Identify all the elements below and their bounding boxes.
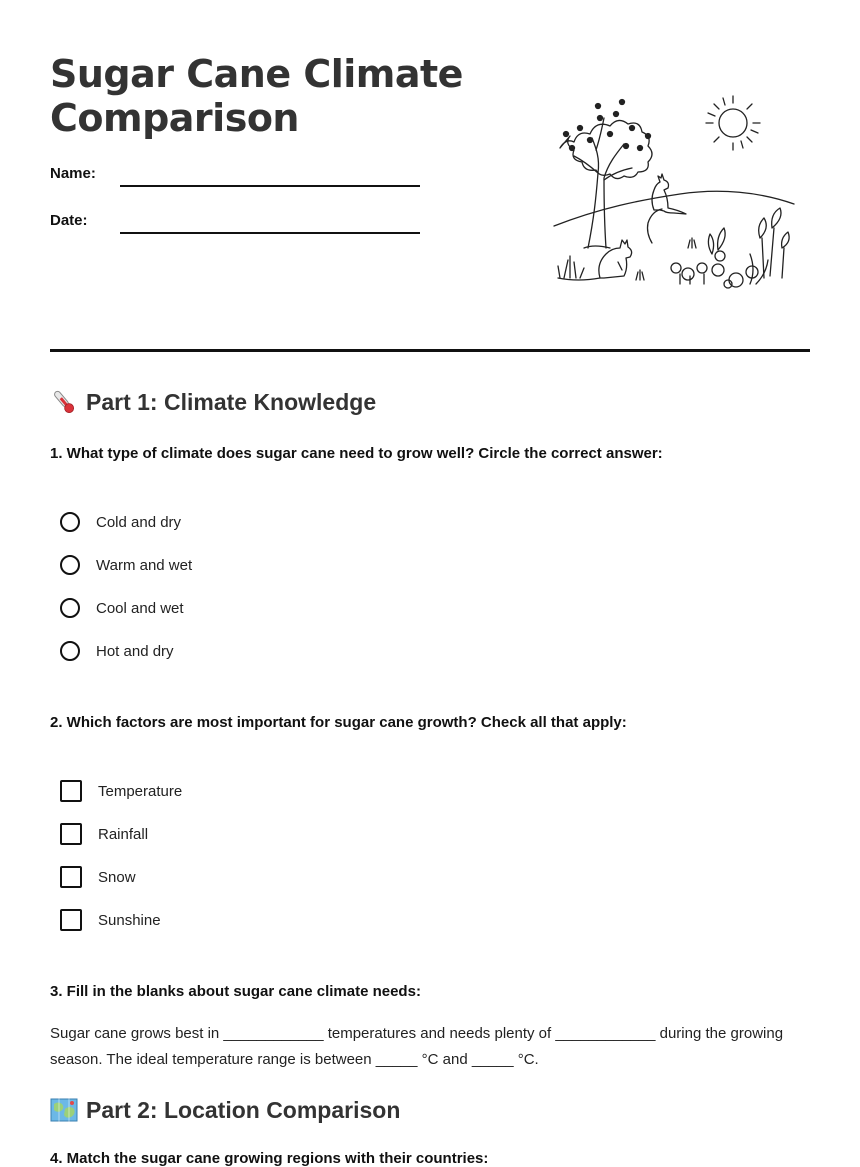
flowers-icon xyxy=(671,208,789,288)
date-label: Date: xyxy=(50,212,88,229)
q2-option-rainfall[interactable] xyxy=(60,821,148,847)
tree-icon xyxy=(560,100,652,249)
name-label: Name: xyxy=(50,165,96,182)
part1-title: Part 1: Climate Knowledge xyxy=(86,388,377,415)
checkbox[interactable] xyxy=(60,866,82,888)
question-4: 4. Match the sugar cane growing regions with their countries: xyxy=(50,1150,489,1167)
radio-circle[interactable] xyxy=(60,512,80,532)
part1-heading xyxy=(50,388,376,416)
option-label: Warm and wet xyxy=(96,556,193,574)
checkbox[interactable] xyxy=(60,823,82,845)
option-label: Snow xyxy=(98,868,136,886)
date-line[interactable] xyxy=(120,232,420,234)
fill-in-paragraph[interactable]: Sugar cane grows best in ____________ temperatures and needs plenty of ____________ during the growing season. The ideal temperature range is between _____ °C and _____ °C. xyxy=(50,1025,784,1068)
option-label: Cold and dry xyxy=(96,513,182,531)
name-field[interactable] xyxy=(50,165,420,193)
checkbox[interactable] xyxy=(60,909,82,931)
q2-option-sunshine[interactable] xyxy=(60,907,161,933)
radio-circle[interactable] xyxy=(60,598,80,618)
option-label: Rainfall xyxy=(98,825,149,843)
option-label: Cool and wet xyxy=(96,599,184,617)
q2-option-temperature[interactable] xyxy=(60,778,182,804)
name-line[interactable] xyxy=(120,185,420,187)
option-label: Sunshine xyxy=(98,911,161,929)
option-label: Temperature xyxy=(98,782,183,800)
question-2: 2. Which factors are most important for sugar cane growth? Check all that apply: xyxy=(50,714,627,731)
map-icon xyxy=(50,1096,78,1124)
date-field[interactable] xyxy=(50,212,420,240)
radio-circle[interactable] xyxy=(60,555,80,575)
page-title: Sugar Cane Climate Comparison xyxy=(50,52,463,140)
q1-option-3[interactable] xyxy=(60,595,184,621)
header-divider xyxy=(50,349,810,352)
checkbox[interactable] xyxy=(60,780,82,802)
part2-heading xyxy=(50,1096,400,1124)
radio-circle[interactable] xyxy=(60,641,80,661)
q2-option-snow[interactable] xyxy=(60,864,136,890)
question-1: 1. What type of climate does sugar cane need to grow well? Circle the correct answer: xyxy=(50,445,663,462)
q1-option-2[interactable] xyxy=(60,552,192,578)
landscape-illustration xyxy=(540,88,800,298)
kangaroo-icon xyxy=(648,174,687,243)
q1-option-1[interactable] xyxy=(60,509,181,535)
option-label: Hot and dry xyxy=(96,642,174,660)
part2-title: Part 2: Location Comparison xyxy=(86,1096,401,1123)
thermometer-icon xyxy=(50,388,78,416)
sun-icon xyxy=(706,96,760,150)
question-3: 3. Fill in the blanks about sugar cane climate needs: xyxy=(50,983,421,1000)
q1-option-4[interactable] xyxy=(60,638,174,664)
